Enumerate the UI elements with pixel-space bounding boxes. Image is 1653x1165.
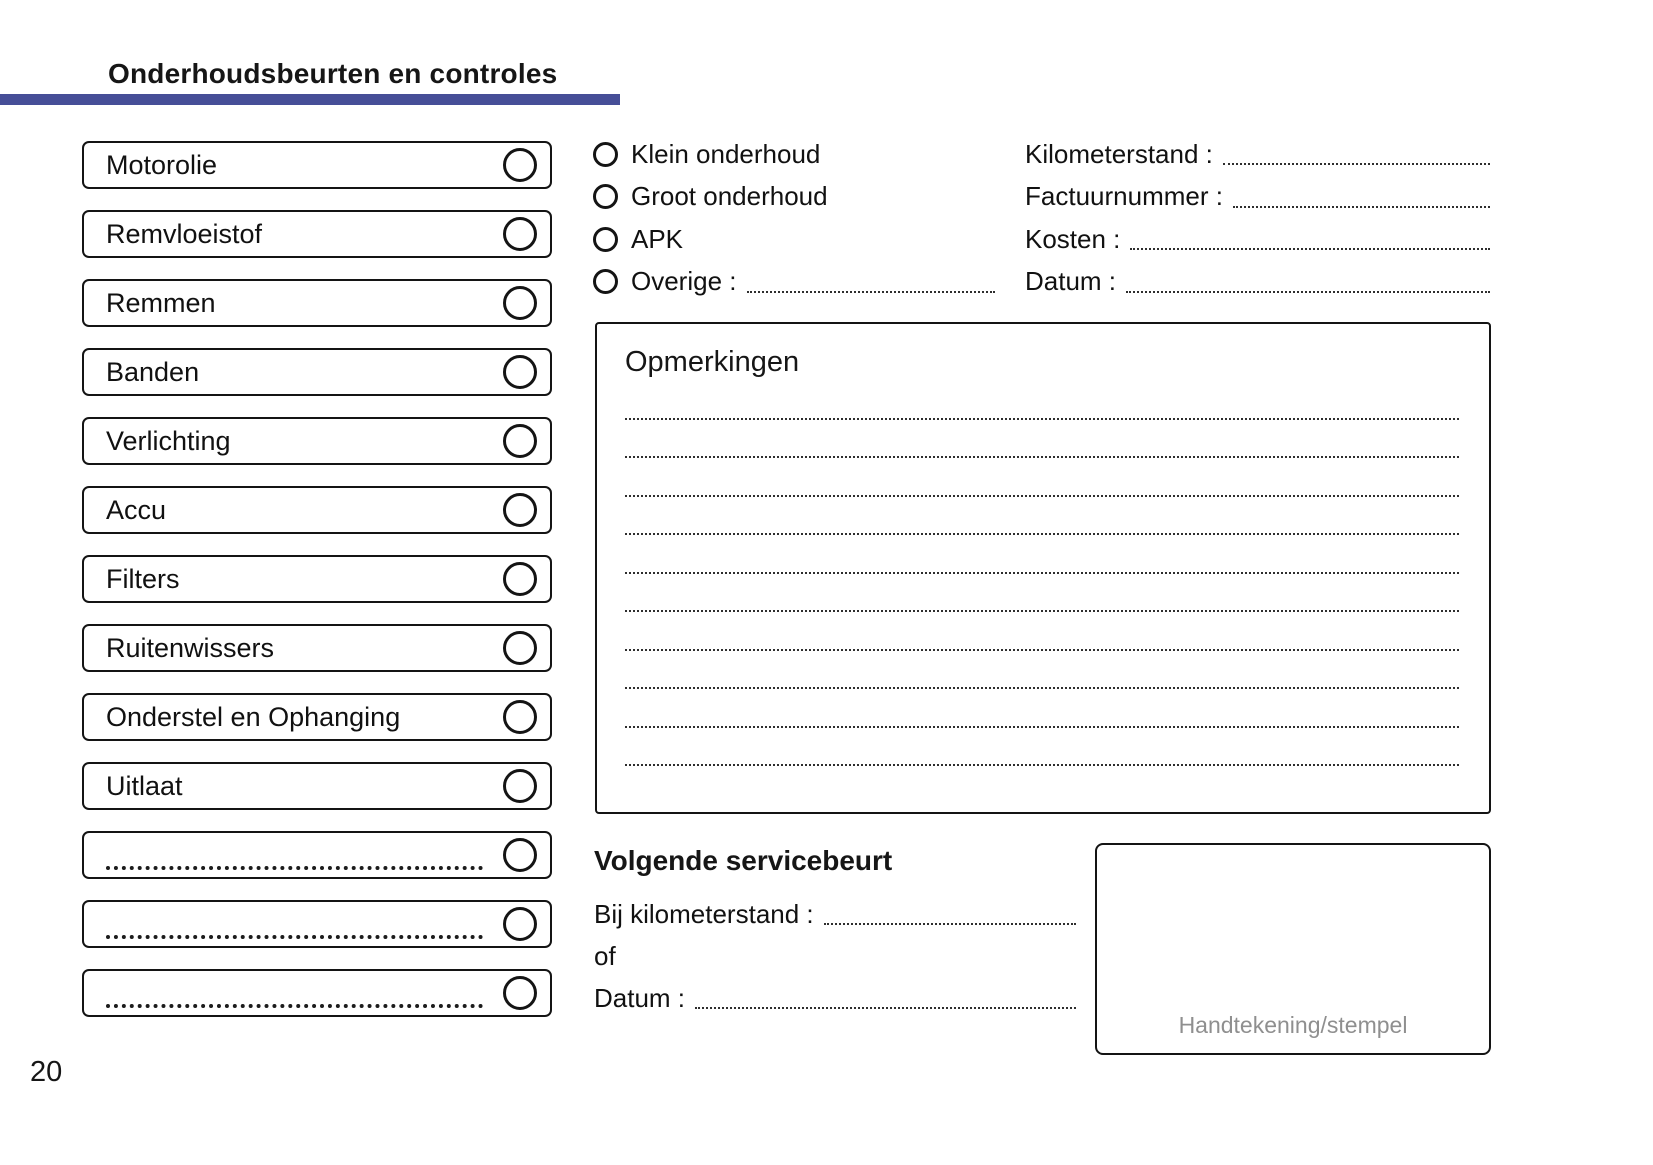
field-label: Kilometerstand : — [1025, 138, 1213, 169]
next-service-date-row — [594, 977, 1076, 1019]
page-title: Onderhoudsbeurten en controles — [108, 58, 558, 89]
remarks-line[interactable] — [625, 651, 1459, 690]
checklist-item-remvloeistof — [82, 210, 552, 258]
remarks-line[interactable] — [625, 728, 1459, 767]
checklist-item-label: Remmen — [106, 287, 216, 318]
field-kilometerstand — [1025, 133, 1490, 176]
checklist-item-onderstel — [82, 693, 552, 741]
field-factuurnummer — [1025, 176, 1490, 219]
check-circle[interactable] — [503, 424, 537, 458]
maintenance-checklist — [82, 141, 552, 1017]
check-circle[interactable] — [503, 493, 537, 527]
checklist-item-accu — [82, 486, 552, 534]
next-service-or-row — [594, 935, 1076, 977]
signature-box[interactable] — [1095, 843, 1491, 1055]
checklist-item-ruitenwissers — [82, 624, 552, 672]
field-write-line[interactable] — [1233, 186, 1490, 208]
next-service-km-label: Bij kilometerstand : — [594, 898, 814, 929]
checklist-item-blank-2 — [82, 900, 552, 948]
check-circle[interactable] — [503, 769, 537, 803]
remarks-line[interactable] — [625, 497, 1459, 536]
title-underline-bar — [0, 94, 620, 105]
next-service-section — [594, 845, 1076, 1019]
checklist-item-uitlaat — [82, 762, 552, 810]
checklist-item-verlichting — [82, 417, 552, 465]
next-service-title: Volgende servicebeurt — [594, 845, 893, 876]
field-write-line[interactable] — [1126, 271, 1490, 293]
checklist-item-motorolie — [82, 141, 552, 189]
remarks-line[interactable] — [625, 420, 1459, 459]
check-circle[interactable] — [503, 217, 537, 251]
remarks-line[interactable] — [625, 458, 1459, 497]
service-type-options — [593, 133, 995, 303]
check-circle[interactable] — [503, 631, 537, 665]
check-circle[interactable] — [503, 907, 537, 941]
checklist-item-label: Verlichting — [106, 425, 231, 456]
check-circle[interactable] — [503, 286, 537, 320]
check-circle[interactable] — [503, 148, 537, 182]
field-datum — [1025, 261, 1490, 304]
radio-circle[interactable] — [593, 227, 618, 252]
page-number: 20 — [30, 1056, 63, 1088]
checklist-item-remmen — [82, 279, 552, 327]
field-write-line[interactable] — [1130, 228, 1490, 250]
remarks-line[interactable] — [625, 381, 1459, 420]
signature-label: Handtekening/stempel — [1178, 1012, 1408, 1038]
radio-circle[interactable] — [593, 184, 618, 209]
remarks-line[interactable] — [625, 574, 1459, 613]
checklist-item-label: Ruitenwissers — [106, 632, 275, 663]
checklist-item-filters — [82, 555, 552, 603]
blank-item-write-line[interactable] — [106, 978, 483, 1008]
option-label: APK — [631, 223, 684, 254]
option-label: Groot onderhoud — [631, 181, 828, 212]
check-circle[interactable] — [503, 355, 537, 389]
next-service-date-label: Datum : — [594, 982, 686, 1013]
remarks-line[interactable] — [625, 689, 1459, 728]
check-circle[interactable] — [503, 700, 537, 734]
field-kosten — [1025, 218, 1490, 261]
remarks-box — [595, 322, 1491, 814]
field-label: Kosten : — [1025, 223, 1121, 254]
option-overige — [593, 261, 995, 304]
next-service-km-row — [594, 893, 1076, 935]
option-label: Overige : — [631, 266, 737, 297]
remarks-title: Opmerkingen — [625, 346, 800, 378]
checklist-item-blank-3 — [82, 969, 552, 1017]
overige-write-line[interactable] — [747, 271, 996, 293]
remarks-line[interactable] — [625, 535, 1459, 574]
option-apk — [593, 218, 995, 261]
next-service-date-line[interactable] — [695, 987, 1076, 1009]
option-groot-onderhoud — [593, 176, 995, 219]
checklist-item-banden — [82, 348, 552, 396]
checklist-item-label: Uitlaat — [106, 770, 183, 801]
checklist-item-label: Onderstel en Ophanging — [106, 701, 401, 732]
field-label: Factuurnummer : — [1025, 181, 1223, 212]
next-service-km-line[interactable] — [824, 903, 1076, 925]
option-label: Klein onderhoud — [631, 138, 821, 169]
checklist-item-label: Remvloeistof — [106, 218, 263, 249]
invoice-fields — [1025, 133, 1490, 303]
next-service-or-label: of — [594, 940, 616, 971]
checklist-item-label: Accu — [106, 494, 167, 525]
checklist-item-blank-1 — [82, 831, 552, 879]
radio-circle[interactable] — [593, 269, 618, 294]
checklist-item-label: Motorolie — [106, 149, 218, 180]
blank-item-write-line[interactable] — [106, 909, 483, 939]
field-label: Datum : — [1025, 266, 1117, 297]
checklist-item-label: Banden — [106, 356, 200, 387]
check-circle[interactable] — [503, 562, 537, 596]
blank-item-write-line[interactable] — [106, 840, 483, 870]
remarks-line[interactable] — [625, 612, 1459, 651]
remarks-lines — [625, 381, 1459, 766]
field-write-line[interactable] — [1223, 143, 1490, 165]
check-circle[interactable] — [503, 976, 537, 1010]
check-circle[interactable] — [503, 838, 537, 872]
checklist-item-label: Filters — [106, 563, 180, 594]
option-klein-onderhoud — [593, 133, 995, 176]
radio-circle[interactable] — [593, 142, 618, 167]
